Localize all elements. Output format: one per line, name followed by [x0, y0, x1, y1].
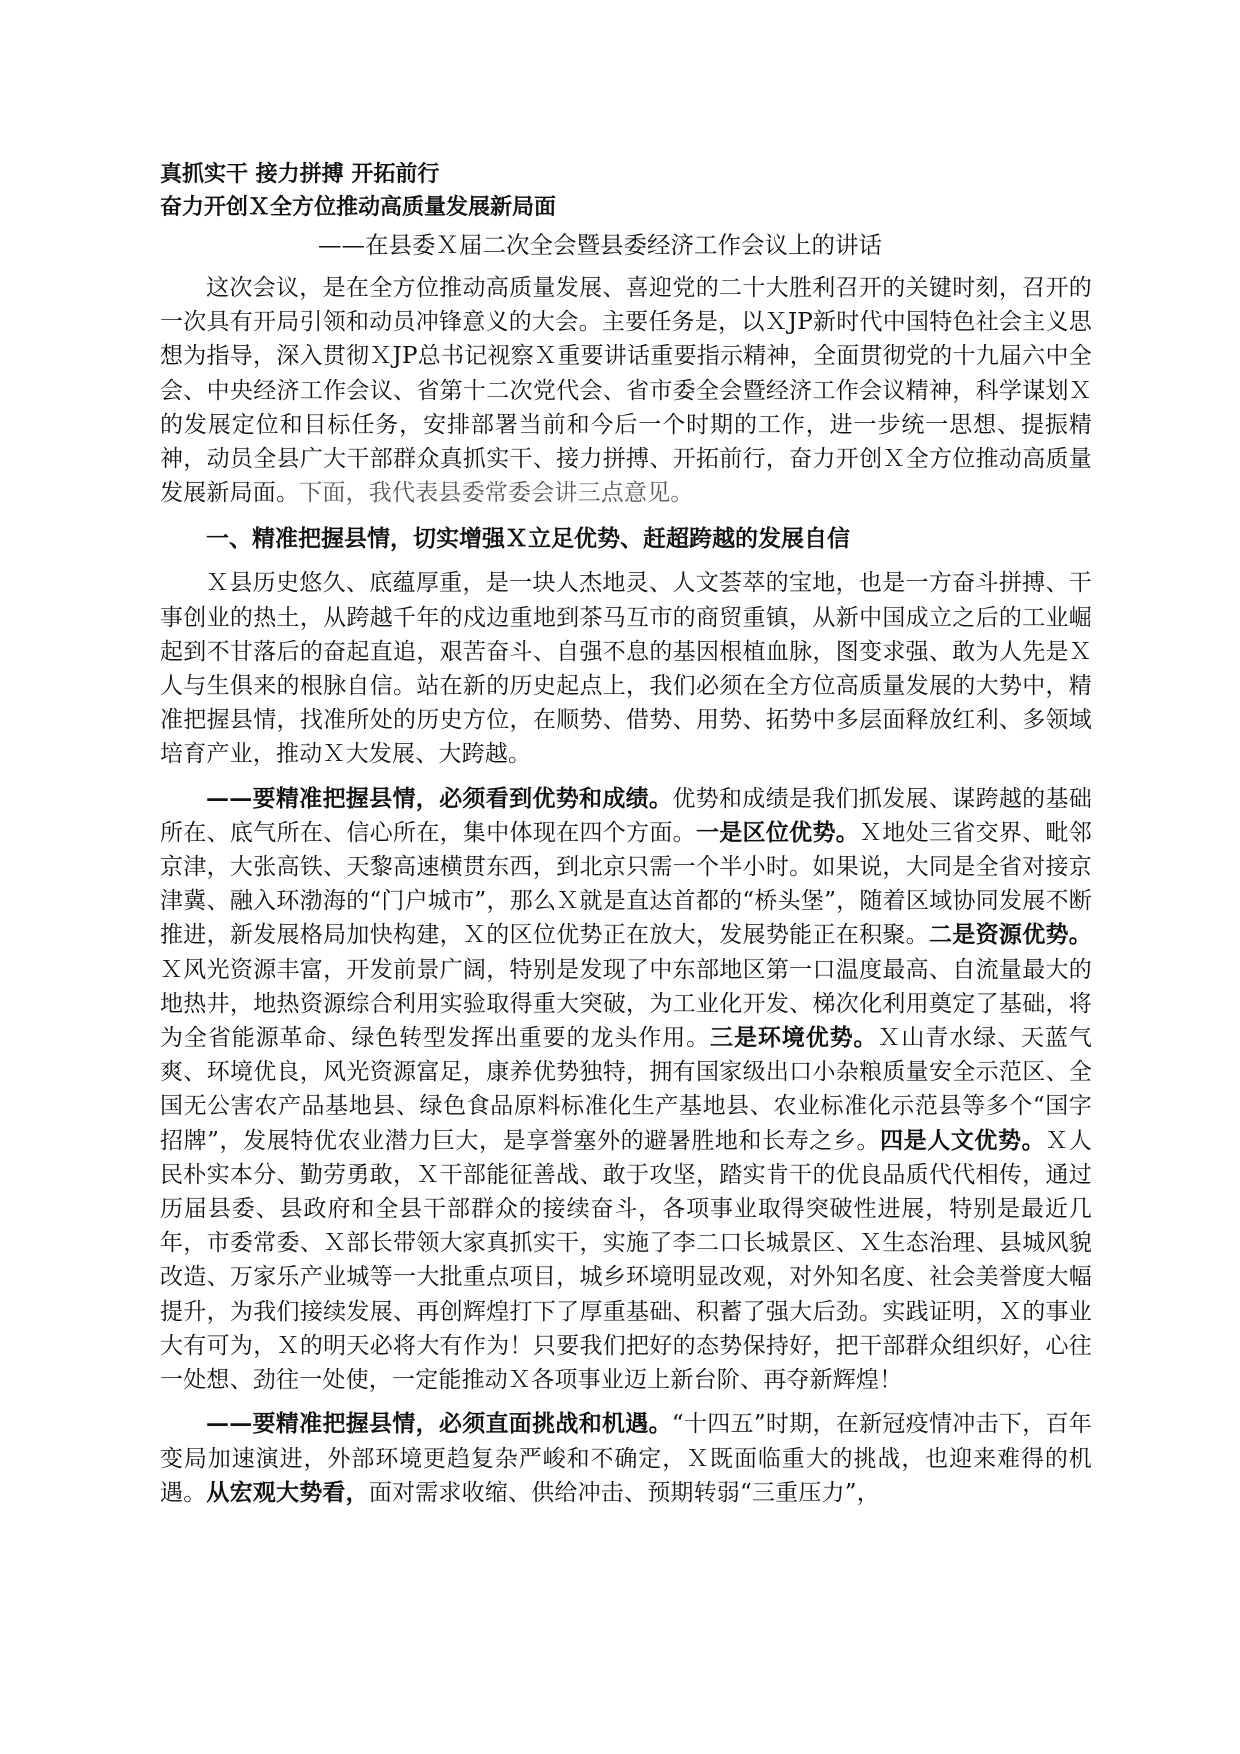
section-heading-1: 一、精准把握县情，切实增强Ｘ立足优势、赶超跨越的发展自信 — [206, 525, 850, 553]
paragraph-spacer — [160, 772, 1092, 782]
document-title-line-2: 奋力开创Ｘ全方位推动高质量发展新局面 — [160, 195, 557, 220]
document-body — [160, 271, 1092, 1510]
intro-tail-text: 下面，我代表县委常委会讲三点意见。 — [299, 480, 694, 507]
advantages-text-5: Ｘ人民朴实本分、勤劳勇敢，Ｘ干部能征善战、敢于攻坚，踏实肯干的优良品质代代相传，通过历届县委、县政府和全县干部群众的接续奋斗，各项事业取得突破性进展，特别是最近几年，市委常委、Ｘ部长带领大家真抓实干，实施了李二口长城景区、Ｘ生态治理、县城风貌改造、万家乐产业城等一大批重点项目，城乡环境明显改观，对外知名度、社会美誉度大幅提升，为我们接续发展、再创辉煌打下了厚重基础、积蓄了强大后劲。实践证明，Ｘ的事业大有可为，Ｘ的明天必将大有作为！只要我们把好的态势保持好，把干部群众组织好，心往一处想、劲往一处使，一定能推动Ｘ各项事业迈上新台阶、再夺新辉煌！ — [160, 1127, 1092, 1394]
challenges-text-1: “十四五”时期，在新冠疫情冲击下，百年变局加速演进，外部环境更趋复杂严峻和不确定，Ｘ既面临重大的挑战，也迎来难得的机遇。 — [160, 1411, 1092, 1506]
paragraph-spacer — [160, 1397, 1092, 1407]
location-advantage-label: 一是区位优势。 — [695, 818, 860, 846]
challenges-text-2: 面对需求收缩、供给冲击、预期转弱“三重压力”， — [368, 1479, 880, 1506]
challenges-lead: ——要精准把握县情，必须直面挑战和机遇。 — [206, 1410, 672, 1438]
macro-trend-label: 从宏观大势看， — [206, 1478, 369, 1506]
document-title-line-1: 真抓实干 接力拼搏 开拓前行 — [160, 162, 440, 187]
culture-advantage-label: 四是人文优势。 — [880, 1126, 1046, 1154]
advantages-text-1: 优势和成绩是我们抓发展、谋跨越的基础所在、底气所在、信心所在，集中体现在四个方面。 — [160, 785, 1093, 846]
intro-paragraph — [160, 271, 1092, 510]
advantages-text-3: Ｘ风光资源丰富，开发前景广阔，特别是发现了中东部地区第一口温度最高、自流量最大的地热井，地热资源综合利用实验取得重大突破，为工业化开发、梯次化利用奠定了基础，将为全省能源革命、绿色转型发挥出重要的龙头作用。 — [160, 956, 1092, 1052]
advantages-lead: ——要精准把握县情，必须看到优势和成绩。 — [206, 784, 673, 812]
document-subtitle: ——在县委Ｘ届二次全会暨县委经济工作会议上的讲话 — [318, 231, 882, 259]
advantages-paragraph — [160, 782, 1092, 1398]
history-paragraph: Ｘ县历史悠久、底蕴厚重，是一块人杰地灵、人文荟萃的宝地，也是一方奋斗拼搏、干事创业的热土，从跨越千年的戍边重地到茶马互市的商贸重镇，从新中国成立之后的工业崛起到不甘落后的奋起直追，艰苦奋斗、自强不息的基因根植血脉，图变求强、敢为人先是Ｘ人与生俱来的根脉自信。站在新的历史起点上，我们必须在全方位高质量发展的大势中，精准把握县情，找准所处的历史方位，在顺势、借势、用势、拓势中多层面释放红利、多领域培育产业，推动Ｘ大发展、大跨越。 — [160, 570, 1092, 768]
challenges-paragraph — [160, 1407, 1092, 1510]
advantages-text-4: Ｘ山青水绿、天蓝气爽、环境优良，风光资源富足，康养优势独特，拥有国家级出口小杂粮质量安全示范区、全国无公害农产品基地县、绿色食品原料标准化生产基地县、农业标准化示范县等多个“国字招牌”，发展特优农业潜力巨大，是享誉塞外的避暑胜地和长寿之乡。 — [160, 1025, 1092, 1154]
resource-advantage-label: 二是资源优势。 — [928, 921, 1092, 949]
advantages-text-2: Ｘ地处三省交界、毗邻京津，大张高铁、天黎高速横贯东西，到北京只需一个半小时。如果说，大同是全省对接京津冀、融入环渤海的“门户城市”，那么Ｘ就是直达首都的“桥头堡”，随着区域协同发展不断推进，新发展格局加快构建，Ｘ的区位优势正在放大，发展势能正在积聚。 — [160, 819, 1092, 949]
environment-advantage-label: 三是环境优势。 — [710, 1024, 878, 1052]
intro-text: 这次会议，是在全方位推动高质量发展、喜迎党的二十大胜利召开的关键时刻，召开的一次具有开局引领和动员冲锋意义的大会。主要任务是，以ＸJP新时代中国特色社会主义思想为指导，深入贯彻ＸJP总书记视察Ｘ重要讲话重要指示精神，全面贯彻党的十九届六中全会、中央经济工作会议、省第十二次党代会、省市委全会暨经济工作会议精神，科学谋划Ｘ的发展定位和目标任务，安排部署当前和今后一个时期的工作，进一步统一思想、提振精神，动员全县广大干部群众真抓实干、接力拼搏、开拓前行，奋力开创Ｘ全方位推动高质量发展新局面。 — [160, 275, 1092, 507]
